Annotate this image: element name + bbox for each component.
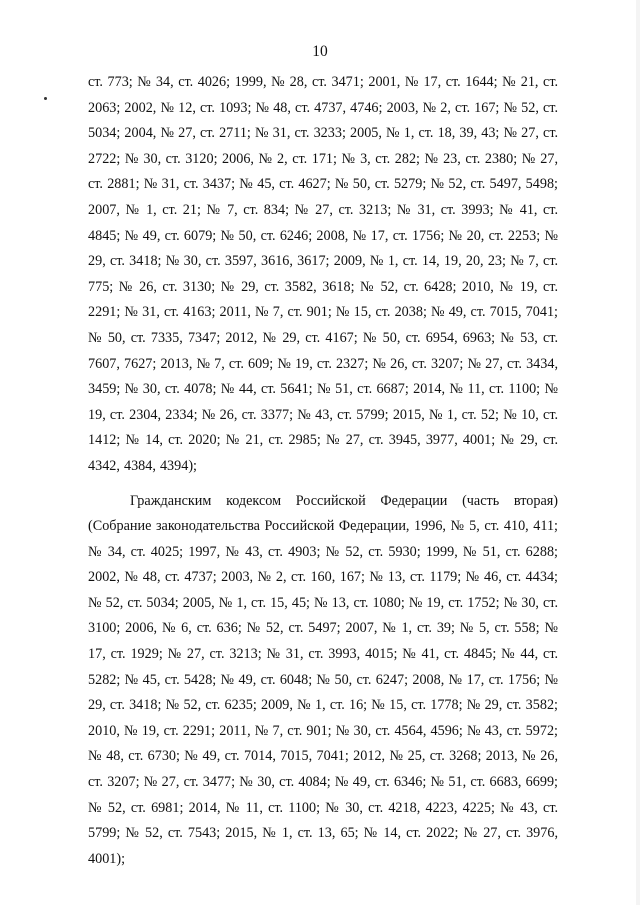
- document-body: [88, 70, 558, 872]
- paragraph-citations-continued: ст. 773; № 34, ст. 4026; 1999, № 28, ст. 3471; 2001, № 17, ст. 1644; № 21, ст. 2063; 2002, № 12, ст. 1093; № 48, ст. 4737, 4746; 2003, № 2, ст. 167; № 52, ст. 5034; 2004, № 27, ст. 2711; № 31, ст. 3233; 2005, № 1, ст. 18, 39, 43; № 27, ст. 2722; № 30, ст. 3120; 2006, № 2, ст. 171; № 3, ст. 282; № 23, ст. 2380; № 27, ст. 2881; № 31, ст. 3437; № 45, ст. 4627; № 50, ст. 5279; № 52, ст. 5497, 5498; 2007, № 1, ст. 21; № 7, ст. 834; № 27, ст. 3213; № 31, ст. 3993; № 41, ст. 4845; № 49, ст. 6079; № 50, ст. 6246; 2008, № 17, ст. 1756; № 20, ст. 2253; № 29, ст. 3418; № 30, ст. 3597, 3616, 3617; 2009, № 1, ст. 14, 19, 20, 23; № 7, ст. 775; № 26, ст. 3130; № 29, ст. 3582, 3618; № 52, ст. 6428; 2010, № 19, ст. 2291; № 31, ст. 4163; 2011, № 7, ст. 901; № 15, ст. 2038; № 49, ст. 7015, 7041; № 50, ст. 7335, 7347; 2012, № 29, ст. 4167; № 50, ст. 6954, 6963; № 53, ст. 7607, 7627; 2013, № 7, ст. 609; № 19, ст. 2327; № 26, ст. 3207; № 27, ст. 3434, 3459; № 30, ст. 4078; № 44, ст. 5641; № 51, ст. 6687; 2014, № 11, ст. 1100; № 19, ст. 2304, 2334; № 26, ст. 3377; № 43, ст. 5799; 2015, № 1, ст. 52; № 10, ст. 1412; № 14, ст. 2020; № 21, ст. 2985; № 27, ст. 3945, 3977, 4001; № 29, ст. 4342, 4384, 4394);: [88, 74, 558, 474]
- scan-edge-shadow: [636, 0, 640, 905]
- page-number: 10: [312, 43, 328, 60]
- scan-artifact-dot: [44, 97, 47, 100]
- paragraph-civil-code-part-two: Гражданским кодексом Российской Федерации (часть вторая) (Собрание законодательства Российской Федерации, 1996, № 5, ст. 410, 411; № 34, ст. 4025; 1997, № 43, ст. 4903; № 52, ст. 5930; 1999, № 51, ст. 6288; 2002, № 48, ст. 4737; 2003, № 2, ст. 160, 167; № 13, ст. 1179; № 46, ст. 4434; № 52, ст. 5034; 2005, № 1, ст. 15, 45; № 13, ст. 1080; № 19, ст. 1752; № 30, ст. 3100; 2006, № 6, ст. 636; № 52, ст. 5497; 2007, № 1, ст. 39; № 5, ст. 558; № 17, ст. 1929; № 27, ст. 3213; № 31, ст. 3993, 4015; № 41, ст. 4845; № 44, ст. 5282; № 45, ст. 5428; № 49, ст. 6048; № 50, ст. 6247; 2008, № 17, ст. 1756; № 29, ст. 3418; № 52, ст. 6235; 2009, № 1, ст. 16; № 15, ст. 1778; № 29, ст. 3582; 2010, № 19, ст. 2291; 2011, № 7, ст. 901; № 30, ст. 4564, 4596; № 43, ст. 5972; № 48, ст. 6730; № 49, ст. 7014, 7015, 7041; 2012, № 25, ст. 3268; 2013, № 26, ст. 3207; № 27, ст. 3477; № 30, ст. 4084; № 49, ст. 6346; № 51, ст. 6683, 6699; № 52, ст. 6981; 2014, № 11, ст. 1100; № 30, ст. 4218, 4223, 4225; № 43, ст. 5799; № 52, ст. 7543; 2015, № 1, ст. 13, 65; № 14, ст. 2022; № 27, ст. 3976, 4001);: [88, 492, 558, 867]
